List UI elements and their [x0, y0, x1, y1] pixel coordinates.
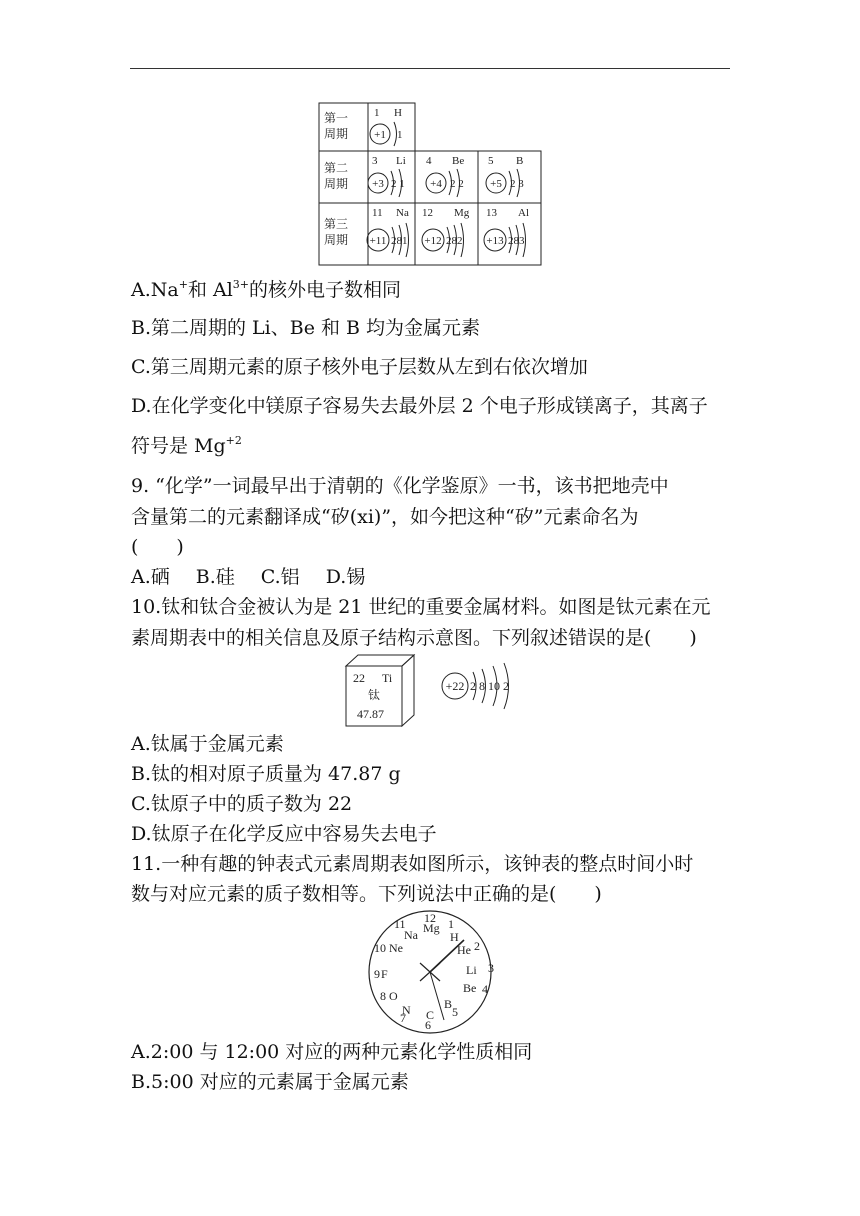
nucleus-charge: +5: [490, 178, 502, 190]
electron-shells: 1: [397, 129, 403, 141]
clock-hour-6: 6: [425, 1018, 431, 1032]
clock-element-be: Be: [463, 981, 477, 995]
cell-number: 3: [372, 155, 378, 167]
q9-option-c: C.铝: [260, 566, 300, 588]
q10-option-c: C.钛原子中的质子数为 22: [131, 793, 353, 815]
cell-symbol: Al: [518, 207, 529, 219]
clock-hour-9: 9: [374, 967, 380, 981]
ti-atomic-number: 22: [353, 671, 365, 685]
q8-a-sup1: +: [178, 278, 188, 291]
clock-element-mg: Mg: [423, 921, 440, 935]
titanium-figure: [336, 652, 526, 730]
q8-option-d-line2: [131, 434, 242, 458]
q9-option-b: B.硅: [195, 566, 235, 588]
electron-shells: 2 3: [510, 178, 524, 190]
cell-number: 13: [486, 207, 497, 219]
cell-number: 1: [374, 107, 380, 119]
clock-hour-12: 12: [424, 911, 436, 925]
element-cell-h: [370, 107, 403, 146]
q9-options: [131, 565, 365, 589]
q9-option-d: D.锡: [325, 566, 366, 588]
element-clock-figure: [364, 908, 496, 1036]
clock-hour-4: 4: [482, 982, 488, 996]
ti-nucleus-charge: +22: [445, 679, 465, 693]
q10-option-b: B.钛的相对原子质量为 47.87 g: [131, 763, 401, 785]
cell-symbol: Na: [396, 207, 409, 219]
clock-element-o: O: [389, 989, 398, 1003]
period-1-label-bottom: 周期: [324, 127, 349, 141]
ti-symbol: Ti: [382, 671, 393, 685]
element-cell-mg: [422, 207, 470, 257]
header-rule: [130, 68, 730, 69]
clock-element-b: B: [444, 997, 453, 1011]
q8-option-c: C.第三周期元素的原子核外电子层数从左到右依次增加: [131, 356, 588, 378]
nucleus-charge: +11: [369, 235, 387, 247]
q9-answer-blank: ( ): [131, 536, 184, 558]
cell-number: 12: [422, 207, 433, 219]
q11-stem-line2: 数与对应元素的质子数相等。下列说法中正确的是( ): [131, 883, 602, 905]
cell-number: 5: [488, 155, 494, 167]
clock-element-ne: Ne: [389, 941, 403, 955]
clock-hour-11: 11: [394, 917, 406, 931]
periodic-table-figure: [318, 102, 542, 266]
q10-stem-line2: 素周期表中的相关信息及原子结构示意图。下列叙述错误的是( ): [131, 627, 697, 649]
period-3-label-bottom: 周期: [324, 233, 349, 247]
q9-stem-line2: 含量第二的元素翻译成“矽(xi)”，如今把这种“矽”元素命名为: [131, 506, 639, 528]
q8-d-line2-pre: 符号是 Mg: [131, 435, 226, 457]
clock-element-he: He: [457, 943, 471, 957]
period-2-label-bottom: 周期: [324, 177, 349, 191]
nucleus-charge: +1: [374, 129, 386, 141]
q10-stem-line1: 10.钛和钛合金被认为是 21 世纪的重要金属材料。如图是钛元素在元: [131, 596, 711, 618]
clock-element-li: Li: [466, 963, 477, 977]
q10-option-a: A.钛属于金属元素: [131, 733, 284, 755]
clock-hour-3: 3: [488, 961, 494, 975]
cell-symbol: Li: [396, 155, 406, 167]
q8-a-post: 的核外电子数相同: [249, 279, 402, 301]
q8-a-sup2: 3+: [232, 278, 249, 291]
ti-electron-shells: 2 8 10 2: [470, 679, 509, 693]
q9-option-a: A.硒: [131, 566, 170, 588]
element-cell-b: [486, 155, 524, 197]
q11-option-a: A.2:00 与 12:00 对应的两种元素化学性质相同: [131, 1041, 533, 1063]
clock-hour-8: 8: [380, 989, 386, 1003]
clock-hour-10: 10: [374, 941, 386, 955]
clock-element-na: Na: [404, 928, 418, 942]
q8-option-b: B.第二周期的 Li、Be 和 B 均为金属元素: [131, 317, 481, 339]
clock-hour-2: 2: [474, 939, 480, 953]
nucleus-charge: +3: [372, 178, 384, 190]
q8-d-line2-sup: +2: [225, 434, 242, 447]
q11-option-b: B.5:00 对应的元素属于金属元素: [131, 1071, 409, 1093]
clock-hour-7: 7: [400, 1011, 406, 1025]
cell-symbol: Be: [452, 155, 465, 167]
q8-option-d-line1: D.在化学变化中镁原子容易失去最外层 2 个电子形成镁离子，其离子: [131, 395, 708, 417]
clock-hour-1: 1: [448, 917, 454, 931]
clock-element-c: C: [426, 1008, 435, 1022]
nucleus-charge: +12: [424, 235, 442, 247]
cell-number: 4: [426, 155, 432, 167]
q8-option-a: [131, 278, 401, 302]
period-1-label-top: 第一: [324, 111, 349, 125]
clock-element-n: N: [402, 1003, 411, 1017]
period-2-label-top: 第二: [324, 161, 349, 175]
electron-shells: 2 2: [450, 178, 464, 190]
element-cell-li: [368, 155, 406, 197]
clock-hour-5: 5: [452, 1005, 458, 1019]
q11-stem-line1: 11.一种有趣的钟表式元素周期表如图所示，该钟表的整点时间小时: [131, 853, 694, 875]
q8-a-pre: A.Na: [131, 279, 179, 301]
nucleus-charge: +4: [430, 178, 442, 190]
ti-atomic-mass: 47.87: [357, 707, 384, 721]
cell-number: 11: [372, 207, 383, 219]
q8-a-mid: 和 Al: [187, 279, 233, 301]
electron-shells: 282: [446, 235, 463, 247]
electron-shells: 283: [508, 235, 525, 247]
nucleus-charge: +13: [486, 235, 504, 247]
electron-shells: 281: [391, 235, 408, 247]
cell-symbol: B: [516, 155, 524, 167]
cell-symbol: H: [394, 107, 402, 119]
clock-element-f: F: [381, 967, 388, 981]
period-3-label-top: 第三: [324, 217, 349, 231]
q10-option-d: D.钛原子在化学反应中容易失去电子: [131, 823, 437, 845]
clock-element-h: H: [450, 930, 459, 944]
electron-shells: 2 1: [391, 178, 405, 190]
element-cell-al: [484, 207, 529, 257]
cell-symbol: Mg: [454, 207, 470, 219]
ti-name: 钛: [368, 688, 381, 702]
element-cell-na: [367, 207, 409, 257]
q9-stem-line1: 9. “化学”一词最早出于清朝的《化学鉴原》一书，该书把地壳中: [131, 475, 669, 497]
element-cell-be: [426, 155, 464, 197]
